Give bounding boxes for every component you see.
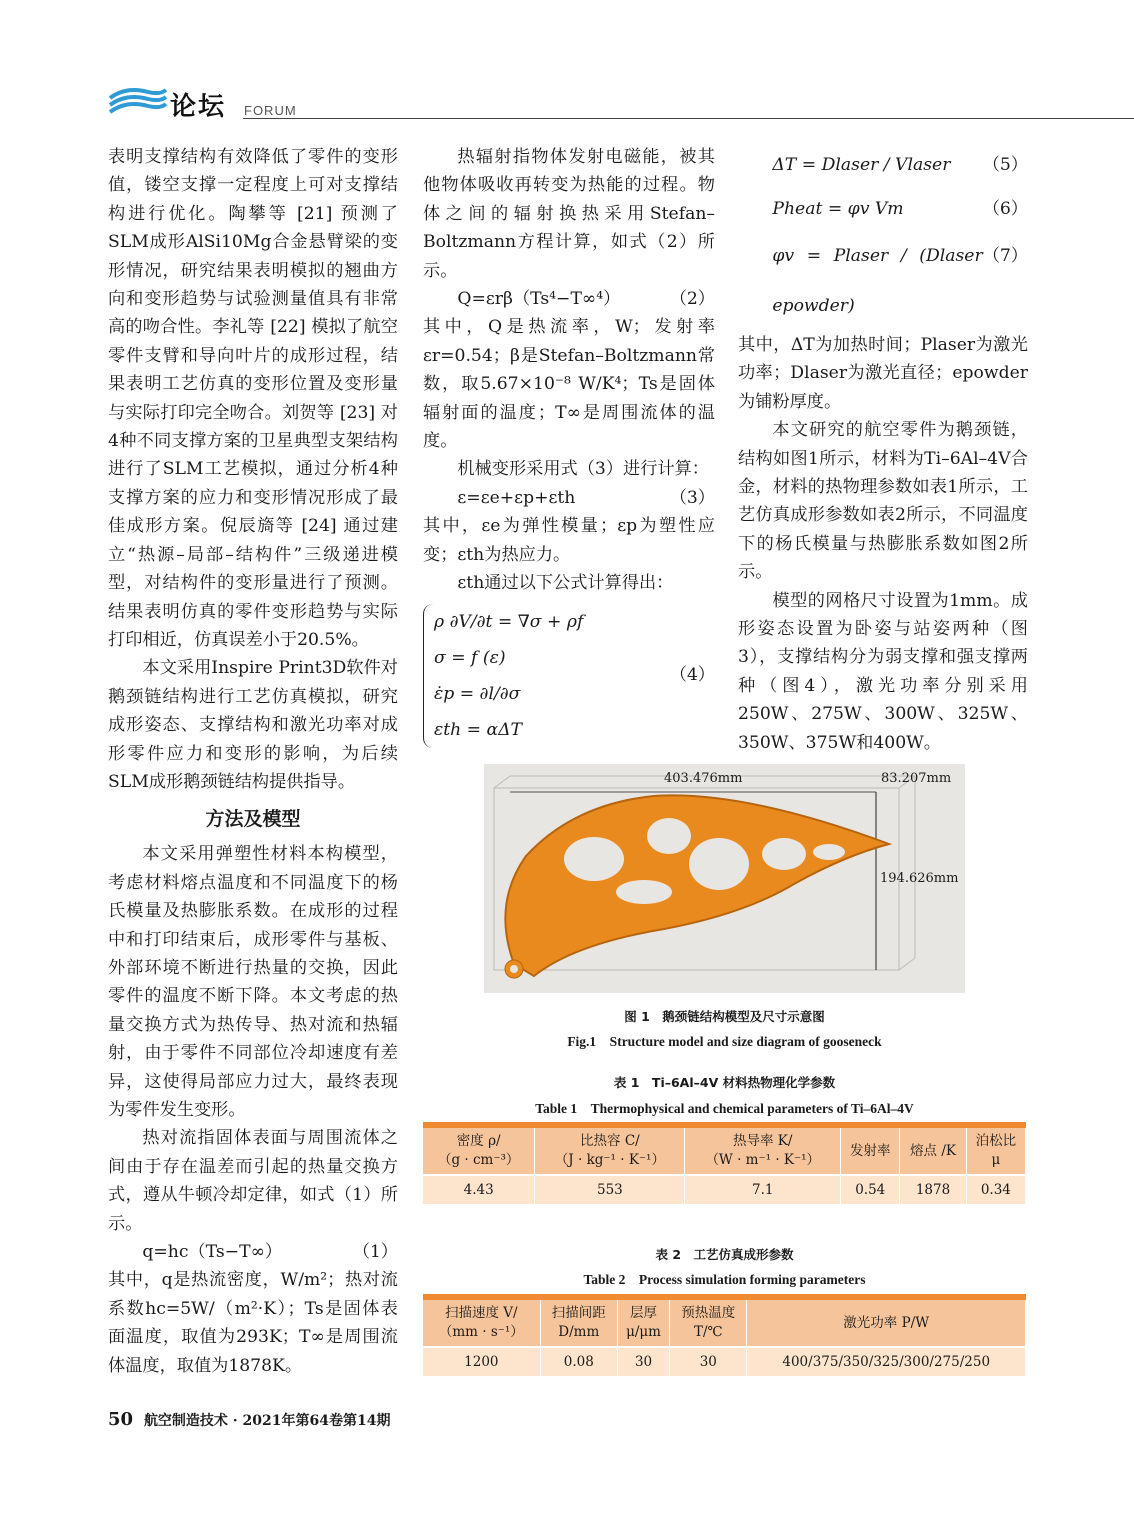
paragraph: 其中，Q是热流率，W；发射率εr=0.54；β是Stefan–Boltzmann常数，取5.67×10⁻⁸ W/K⁴；Ts是固体辐射面的温度；T∞是周围流体的温度。 bbox=[423, 317, 715, 452]
equation-7 bbox=[738, 231, 1028, 331]
equation-number: （6） bbox=[982, 199, 1028, 219]
paragraph: 热对流指固体表面与周围流体之间由于存在温差而引起的热量交换方式，遵从牛顿冷却定律，如式（1）所示。 bbox=[108, 1128, 398, 1234]
table-header: 层厚 μ/μm bbox=[617, 1297, 669, 1347]
table2-caption-en: Table 2 Process simulation forming parameters bbox=[583, 1272, 866, 1287]
column-1 bbox=[108, 143, 398, 1380]
equation-body: q=hc（Ts−T∞） bbox=[142, 1242, 283, 1263]
equation-body: Pheat = φv Vm bbox=[772, 199, 904, 219]
column-2 bbox=[423, 143, 715, 748]
equation-line: σ = f (ε) bbox=[434, 647, 506, 668]
table2-caption-cn: 表 2 工艺仿真成形参数 bbox=[655, 1247, 794, 1262]
equation-system bbox=[423, 604, 583, 748]
table-header-row bbox=[423, 1125, 1026, 1175]
paragraph: 机械变形采用式（3）进行计算： bbox=[457, 459, 709, 480]
table-header: 扫描速度 V/ （mm · s⁻¹） bbox=[423, 1297, 540, 1347]
equation-number: （4） bbox=[669, 665, 715, 686]
column-3 bbox=[738, 143, 1028, 757]
equation-3 bbox=[423, 484, 715, 512]
equation-line: εth = αΔT bbox=[434, 719, 523, 740]
equation-2 bbox=[423, 285, 715, 313]
table-cell: 553 bbox=[535, 1175, 685, 1204]
paragraph: εth通过以下公式计算得出： bbox=[457, 573, 674, 594]
figure-caption-cn: 图 1 鹅颈链结构模型及尺寸示意图 bbox=[624, 1009, 825, 1024]
paragraph: 模型的网格尺寸设置为1mm。成形姿态设置为卧姿与站姿两种（图3），支撑结构分为弱支撑和强支撑两种（图4），激光功率分别采用250W、275W、300W、325W、350W、375W和400W。 bbox=[738, 590, 1028, 753]
equation-number: （3） bbox=[669, 487, 715, 508]
dim-height-label: 194.626mm bbox=[880, 871, 959, 886]
table-cell: 1200 bbox=[423, 1347, 540, 1376]
equation-body: ε=εe+εp+εth bbox=[457, 487, 576, 508]
table-header: 泊松比 μ bbox=[966, 1125, 1025, 1175]
equation-6 bbox=[738, 187, 1028, 231]
equation-line: ρ ∂V/∂t = ∇σ + ρf bbox=[434, 611, 584, 632]
table-cell: 0.54 bbox=[841, 1175, 900, 1204]
table-header: 热导率 K/ （W · m⁻¹ · K⁻¹） bbox=[685, 1125, 841, 1175]
table-2 bbox=[423, 1294, 1026, 1376]
table-cell: 400/375/350/325/300/275/250 bbox=[747, 1347, 1026, 1376]
table-1 bbox=[423, 1122, 1026, 1204]
table1-caption-cn: 表 1 Ti–6Al–4V 材料热物理化学参数 bbox=[613, 1075, 836, 1090]
section-title: 论坛 bbox=[170, 92, 227, 122]
paragraph: 其中，εe为弹性模量；εp为塑性应变；εth为热应力。 bbox=[423, 516, 715, 565]
equation-4 bbox=[423, 604, 715, 748]
table-row bbox=[423, 1347, 1026, 1376]
page-number: 50 bbox=[108, 1409, 134, 1430]
equation-1 bbox=[108, 1238, 398, 1266]
figure-gooseneck-model bbox=[484, 764, 965, 993]
table-cell: 30 bbox=[617, 1347, 669, 1376]
paragraph: 其中，q是热流密度，W/m²；热对流系数hc=5W/（m²·K）；Ts是固体表面温度，取值为293K；T∞是周围流体温度，取值为1878K。 bbox=[108, 1270, 398, 1376]
equation-line: ε̇p = ∂l/∂σ bbox=[434, 683, 521, 704]
equation-5 bbox=[738, 143, 1028, 187]
table-header: 密度 ρ/ （g · cm⁻³） bbox=[423, 1125, 535, 1175]
dim-length-label: 403.476mm bbox=[664, 771, 743, 786]
journal-name: 航空制造技术 · 2021年第64卷第14期 bbox=[143, 1413, 391, 1429]
equation-number: （7） bbox=[982, 246, 1028, 266]
table-cell: 30 bbox=[670, 1347, 747, 1376]
equation-number: （5） bbox=[982, 155, 1028, 175]
equation-number: （2） bbox=[669, 289, 715, 310]
table-header: 扫描间距 D/mm bbox=[540, 1297, 617, 1347]
section-heading: 方法及模型 bbox=[205, 808, 301, 831]
table-cell: 1878 bbox=[900, 1175, 966, 1204]
paragraph: 本文研究的航空零件为鹅颈链，结构如图1所示，材料为Ti–6Al–4V合金，材料的热物理参数如表1所示，工艺仿真成形参数如表2所示，不同温度下的杨氏模量与热膨胀系数如图2所示。 bbox=[738, 420, 1028, 583]
equation-body: Q=εrβ（Ts⁴−T∞⁴） bbox=[457, 289, 621, 310]
page-footer bbox=[108, 1409, 391, 1430]
table-header: 熔点 /K bbox=[900, 1125, 966, 1175]
table-cell: 4.43 bbox=[423, 1175, 535, 1204]
journal-wave-logo bbox=[108, 84, 168, 120]
paragraph: 表明支撑结构有效降低了零件的变形值，镂空支撑一定程度上可对支撑结构进行优化。陶攀等 [21] 预测了SLM成形AlSi10Mg合金悬臂梁的变形情况，研究结果表明模拟的翘曲方向和变形趋势与试验测量值具有非常高的吻合性。李礼等 [22] 模拟了航空零件支臂和导向叶片的成形过程，结果表明工艺仿真的变形位置及变形量与实际打印完全吻合。刘贺等 [23] 对4种不同支撑方案的卫星典型支架结构进行了SLM工艺模拟，通过分析4种支撑方案的应力和变形情况形成了最佳成形方案。倪辰旖等 [24] 通过建立“热源–局部–结构件”三级递进模型，对结构件的变形量进行了预测。结果表明仿真的零件变形趋势与实际打印相近，仿真误差小于20.5%。 bbox=[108, 147, 398, 650]
equation-number: （1） bbox=[352, 1242, 398, 1263]
table1-caption-en: Table 1 Thermophysical and chemical parameters of Ti–6Al–4V bbox=[535, 1101, 914, 1116]
paragraph: 热辐射指物体发射电磁能，被其他物体吸收再转变为热能的过程。物体之间的辐射换热采用Stefan–Boltzmann方程计算，如式（2）所示。 bbox=[423, 147, 715, 281]
dim-width-label: 83.207mm bbox=[881, 771, 952, 786]
header-rule bbox=[243, 118, 1134, 119]
paragraph: 本文采用弹塑性材料本构模型，考虑材料熔点温度和不同温度下的杨氏模量及热膨胀系数。在成形的过程中和打印结束后，成形零件与基板、外部环境不断进行热量的交换，因此零件的温度不断下降。本文考虑的热量交换方式为热传导、热对流和热辐射，由于零件不同部位冷却速度有差异，这使得局部应力过大，最终表现为零件发生变形。 bbox=[108, 844, 398, 1120]
table-cell: 0.34 bbox=[966, 1175, 1025, 1204]
table-header: 比热容 C/ （J · kg⁻¹ · K⁻¹） bbox=[535, 1125, 685, 1175]
table-header-row bbox=[423, 1297, 1026, 1347]
table-header: 发射率 bbox=[841, 1125, 900, 1175]
table-cell: 0.08 bbox=[540, 1347, 617, 1376]
equation-body: ΔT = Dlaser / Vlaser bbox=[772, 155, 951, 175]
paragraph: 其中，ΔT为加热时间；Plaser为激光功率；Dlaser为激光直径；epowder为铺粉厚度。 bbox=[738, 335, 1028, 412]
table-row bbox=[423, 1175, 1026, 1204]
table-header: 预热温度 T/℃ bbox=[670, 1297, 747, 1347]
figure-caption-en: Fig.1 Structure model and size diagram of gooseneck bbox=[567, 1034, 882, 1049]
table-header: 激光功率 P/W bbox=[747, 1297, 1026, 1347]
paragraph: 本文采用Inspire Print3D软件对鹅颈链结构进行工艺仿真模拟，研究成形姿态、支撑结构和激光功率对成形零件应力和变形的影响，为后续SLM成形鹅颈链结构提供指导。 bbox=[108, 658, 398, 792]
section-title-en: FORUM bbox=[244, 103, 297, 118]
table-cell: 7.1 bbox=[685, 1175, 841, 1204]
equation-body: φv = Plaser / (Dlaser epowder) bbox=[772, 246, 983, 316]
